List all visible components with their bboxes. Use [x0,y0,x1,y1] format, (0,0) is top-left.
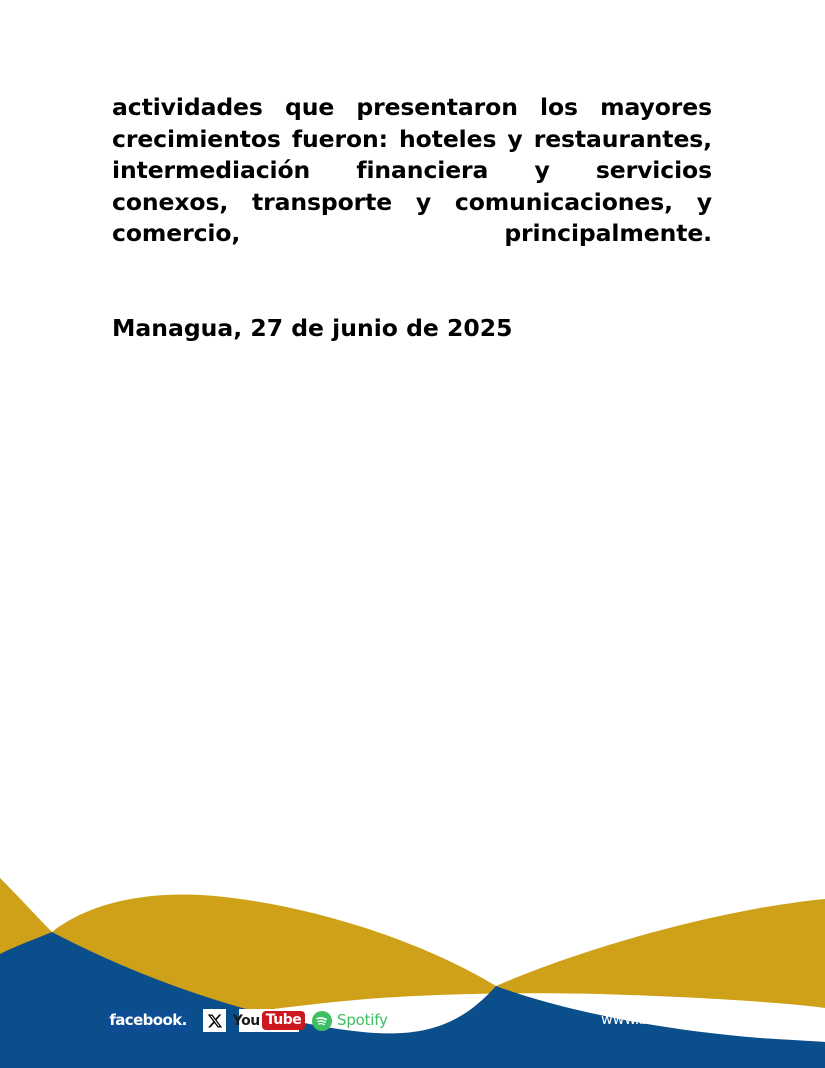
social-links-row [106,1009,388,1032]
youtube-icon[interactable] [232,1009,302,1032]
website-url[interactable]: www.bcn.gob.ni [601,1012,714,1028]
youtube-tube-label: Tube [262,1011,306,1030]
footer-bar [0,1000,825,1068]
body-paragraph: actividades que presentaron los mayores crecimientos fueron: hoteles y restaurantes, intermediación financiera y servicios conexos, transporte y comunicaciones, y comercio, principalmente. [112,93,712,247]
dateline: Managua, 27 de junio de 2025 [112,314,513,342]
spotify-icon[interactable] [312,1011,388,1031]
facebook-icon[interactable] [106,1010,190,1032]
spotify-glyph-icon [312,1011,332,1031]
document-content [112,92,712,281]
spotify-label: Spotify [337,1011,388,1029]
youtube-you-label: You [232,1012,260,1029]
facebook-label: facebook. [109,1011,187,1029]
x-twitter-icon[interactable] [203,1009,226,1032]
